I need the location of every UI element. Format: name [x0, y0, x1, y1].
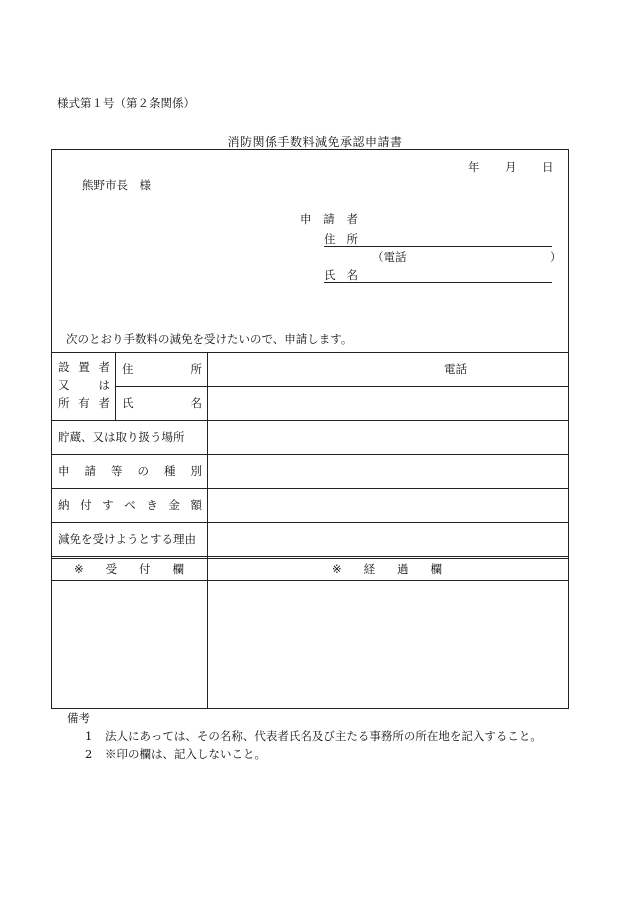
- amount-label: 納 付 す べ き 金 額: [58, 498, 202, 512]
- applicant-phone-close: ）: [550, 250, 562, 264]
- note-2-number: 2: [85, 747, 93, 761]
- owner-label-3: 所 有 者: [58, 396, 110, 410]
- owner-name-label: 氏 名: [122, 396, 202, 410]
- row-rule-4: [52, 522, 568, 523]
- addressee: 熊野市長 様: [82, 178, 151, 192]
- row-rule-3: [52, 488, 568, 489]
- form-number: 様式第１号（第２条関係）: [57, 96, 195, 110]
- date-day-label: 日: [542, 160, 554, 174]
- owner-label-1: 設 置 者: [58, 360, 110, 374]
- label-col-rule: [207, 352, 208, 709]
- applicant-name-label: 氏 名: [324, 268, 358, 282]
- owner-address-label: 住 所: [122, 362, 202, 376]
- row-rule-2: [52, 454, 568, 455]
- note-2-text: ※印の欄は、記入しないこと。: [105, 747, 266, 761]
- table-top-rule: [52, 352, 568, 353]
- address-underline: [324, 246, 552, 247]
- notes-heading: 備考: [67, 711, 90, 725]
- phone-header: 電話: [444, 362, 467, 376]
- row-rule-6: [52, 580, 568, 581]
- applicant-phone-label: （電話: [372, 250, 407, 264]
- owner-label-2: 又 は: [58, 378, 110, 392]
- reception-header: ※ 受 付 欄: [74, 562, 184, 576]
- owner-row-divider: [115, 386, 568, 387]
- owner-col-rule: [115, 352, 116, 420]
- date-month-label: 月: [505, 160, 517, 174]
- note-1-number: 1: [85, 729, 93, 743]
- note-1-text: 法人にあっては、その名称、代表者氏名及び主たる事務所の所在地を記入すること。: [105, 729, 542, 743]
- applicant-address-label: 住 所: [324, 232, 358, 246]
- storage-place-label: 貯蔵、又は取り扱う場所: [58, 430, 185, 444]
- date-year-label: 年: [468, 160, 480, 174]
- request-type-label: 申 請 等 の 種 別: [58, 464, 202, 478]
- row-rule-5a: [52, 556, 568, 557]
- applicant-heading: 申 請 者: [300, 212, 358, 226]
- progress-header: ※ 経 過 欄: [332, 562, 442, 576]
- request-statement: 次のとおり手数料の減免を受けたいので、申請します。: [66, 332, 353, 346]
- form-title: 消防関係手数料減免承認申請書: [227, 135, 403, 149]
- reason-label: 減免を受けようとする理由: [58, 532, 196, 546]
- name-underline: [324, 282, 552, 283]
- application-form-frame: [51, 149, 569, 709]
- row-rule-5b: [52, 558, 568, 559]
- row-rule-1: [52, 420, 568, 421]
